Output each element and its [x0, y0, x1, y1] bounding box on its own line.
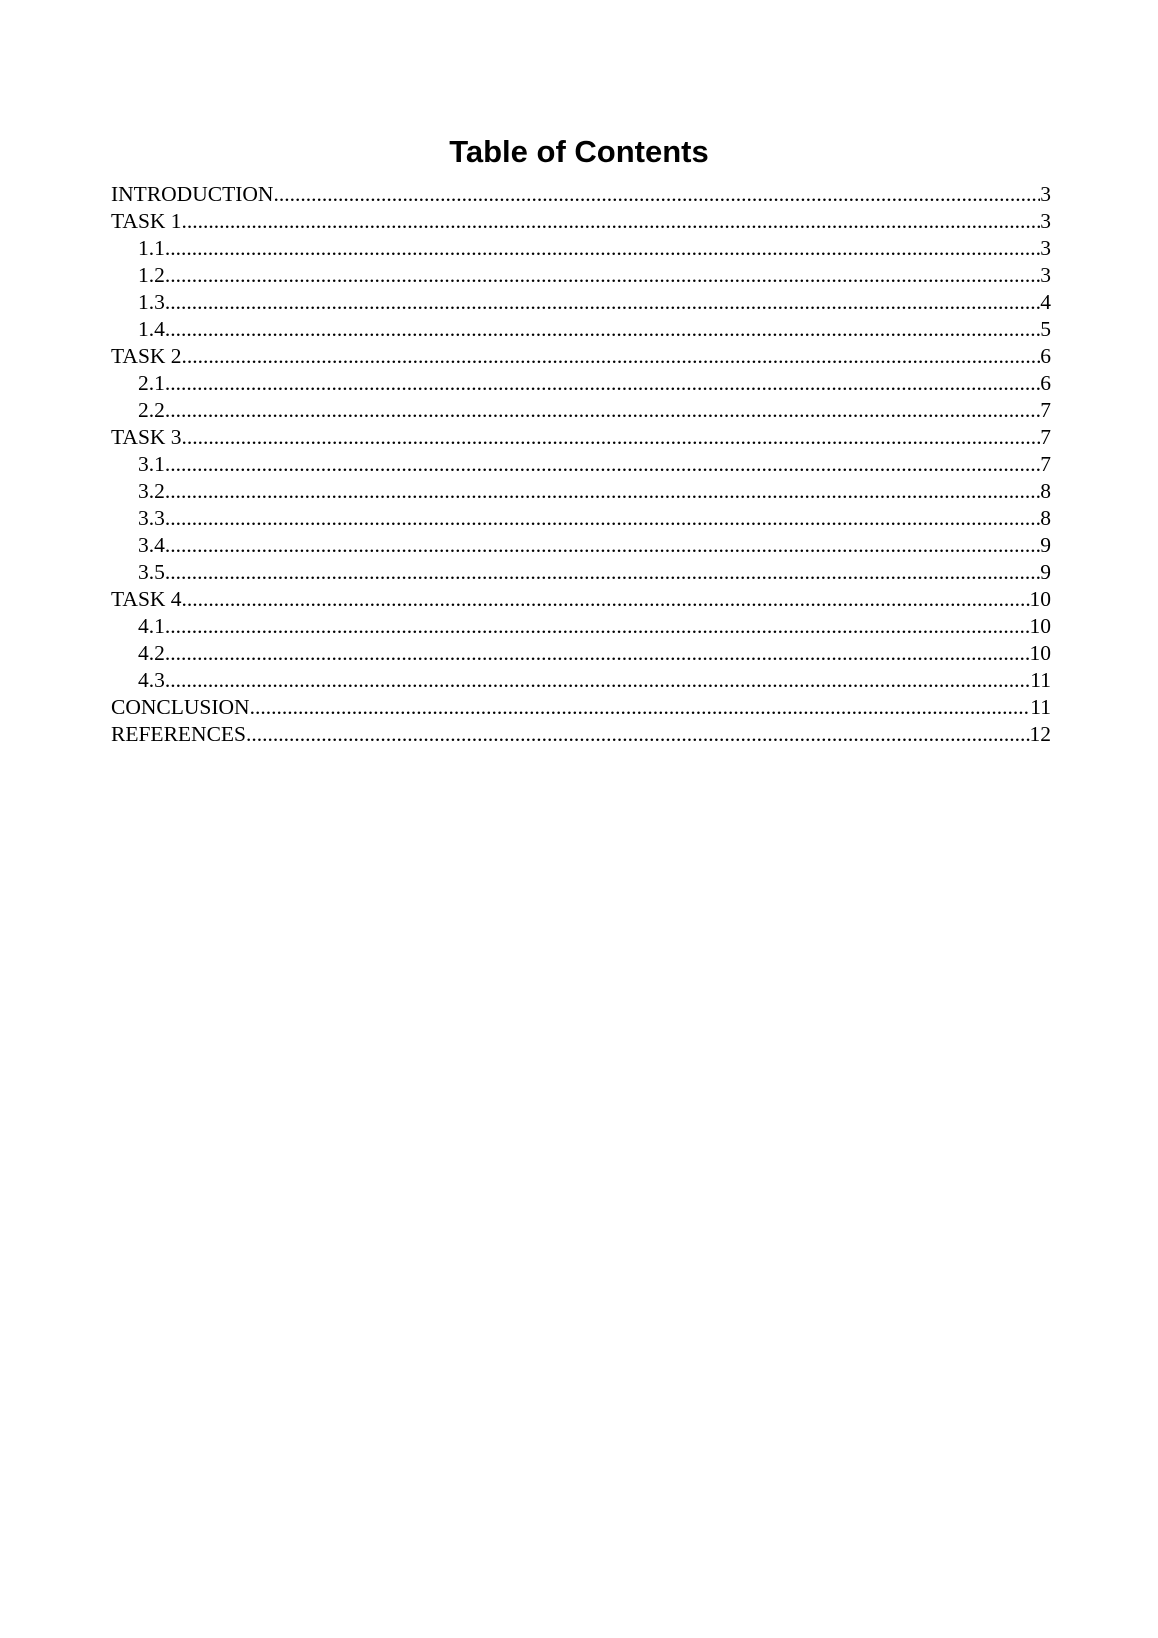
- toc-entry-label: CONCLUSION: [111, 695, 250, 719]
- toc-entry-3-4[interactable]: [111, 532, 1051, 559]
- toc-entry-3-2[interactable]: [111, 478, 1051, 505]
- toc-entry-label: 2.1: [138, 371, 165, 395]
- toc-entry-page: 6: [1040, 371, 1051, 395]
- toc-entry-page: 8: [1040, 479, 1051, 503]
- toc-dot-leader: [165, 532, 1040, 559]
- toc-entry-page: 7: [1040, 425, 1051, 449]
- toc-entry-task-1[interactable]: [111, 208, 1051, 235]
- toc-dot-leader: [165, 262, 1040, 289]
- toc-entry-page: 9: [1040, 533, 1051, 557]
- toc-entry-label: 1.1: [138, 236, 165, 260]
- toc-entry-label: INTRODUCTION: [111, 182, 274, 206]
- toc-dot-leader: [165, 370, 1040, 397]
- toc-entry-page: 3: [1040, 263, 1051, 287]
- toc-entry-4-1[interactable]: [111, 613, 1051, 640]
- toc-dot-leader: [165, 667, 1030, 694]
- toc-entry-task-3[interactable]: [111, 424, 1051, 451]
- toc-entry-page: 5: [1040, 317, 1051, 341]
- toc-entry-1-3[interactable]: [111, 289, 1051, 316]
- toc-entry-references[interactable]: [111, 721, 1051, 748]
- toc-entry-label: 3.2: [138, 479, 165, 503]
- toc-dot-leader: [165, 559, 1040, 586]
- toc-dot-leader: [165, 640, 1030, 667]
- toc-entry-label: 3.3: [138, 506, 165, 530]
- toc-dot-leader: [250, 694, 1031, 721]
- toc-entry-page: 4: [1040, 290, 1051, 314]
- toc-dot-leader: [182, 586, 1030, 613]
- toc-entry-page: 11: [1030, 695, 1051, 719]
- toc-dot-leader: [165, 478, 1040, 505]
- toc-dot-leader: [246, 721, 1030, 748]
- toc-entry-2-2[interactable]: [111, 397, 1051, 424]
- toc-dot-leader: [182, 208, 1041, 235]
- toc-entry-page: 10: [1029, 587, 1051, 611]
- toc-entry-label: 3.5: [138, 560, 165, 584]
- toc-entry-label: 4.3: [138, 668, 165, 692]
- toc-entry-label: TASK 2: [111, 344, 182, 368]
- toc-entry-1-1[interactable]: [111, 235, 1051, 262]
- toc-dot-leader: [273, 181, 1040, 208]
- toc-entry-4-3[interactable]: [111, 667, 1051, 694]
- toc-entry-label: 1.4: [138, 317, 165, 341]
- toc-entry-page: 3: [1040, 236, 1051, 260]
- toc-entry-label: TASK 1: [111, 209, 182, 233]
- toc-entry-label: TASK 4: [111, 587, 182, 611]
- toc-entry-page: 10: [1029, 641, 1051, 665]
- toc-entry-page: 11: [1030, 668, 1051, 692]
- toc-entry-3-3[interactable]: [111, 505, 1051, 532]
- toc-entry-label: 4.2: [138, 641, 165, 665]
- toc-entry-page: 3: [1040, 182, 1051, 206]
- toc-dot-leader: [182, 424, 1041, 451]
- toc-list: [111, 181, 1051, 748]
- toc-entry-label: 1.3: [138, 290, 165, 314]
- toc-entry-introduction[interactable]: [111, 181, 1051, 208]
- toc-entry-3-5[interactable]: [111, 559, 1051, 586]
- toc-entry-task-2[interactable]: [111, 343, 1051, 370]
- toc-entry-page: 9: [1040, 560, 1051, 584]
- toc-entry-2-1[interactable]: [111, 370, 1051, 397]
- toc-entry-page: 12: [1029, 722, 1051, 746]
- toc-dot-leader: [165, 505, 1040, 532]
- toc-entry-label: REFERENCES: [111, 722, 246, 746]
- toc-entry-4-2[interactable]: [111, 640, 1051, 667]
- toc-entry-label: 2.2: [138, 398, 165, 422]
- toc-entry-label: TASK 3: [111, 425, 182, 449]
- toc-entry-3-1[interactable]: [111, 451, 1051, 478]
- toc-dot-leader: [165, 289, 1040, 316]
- toc-dot-leader: [165, 316, 1040, 343]
- toc-entry-page: 6: [1040, 344, 1051, 368]
- toc-entry-page: 7: [1040, 452, 1051, 476]
- toc-dot-leader: [165, 451, 1040, 478]
- toc-entry-label: 4.1: [138, 614, 165, 638]
- toc-entry-label: 1.2: [138, 263, 165, 287]
- toc-entry-label: 3.1: [138, 452, 165, 476]
- toc-title: Table of Contents: [449, 134, 709, 169]
- toc-entry-1-2[interactable]: [111, 262, 1051, 289]
- toc-entry-task-4[interactable]: [111, 586, 1051, 613]
- toc-dot-leader: [165, 235, 1040, 262]
- toc-dot-leader: [165, 613, 1030, 640]
- toc-entry-page: 3: [1040, 209, 1051, 233]
- toc-entry-page: 10: [1029, 614, 1051, 638]
- toc-entry-page: 8: [1040, 506, 1051, 530]
- toc-entry-conclusion[interactable]: [111, 694, 1051, 721]
- toc-entry-1-4[interactable]: [111, 316, 1051, 343]
- toc-entry-label: 3.4: [138, 533, 165, 557]
- toc-entry-page: 7: [1040, 398, 1051, 422]
- toc-dot-leader: [182, 343, 1041, 370]
- toc-dot-leader: [165, 397, 1040, 424]
